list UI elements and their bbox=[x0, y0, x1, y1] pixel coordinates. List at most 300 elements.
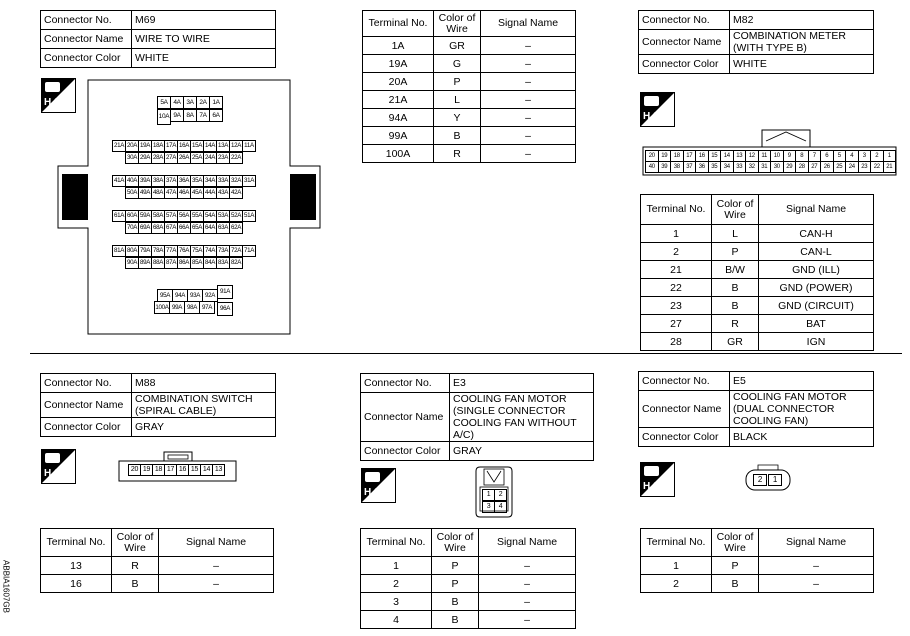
pin-label: 35A bbox=[190, 175, 204, 187]
pin-label: 37 bbox=[683, 161, 697, 173]
pin-label: 4 bbox=[494, 501, 507, 513]
pin-label: 53A bbox=[216, 210, 230, 222]
color-cell: Y bbox=[434, 109, 481, 127]
col-signal: Signal Name bbox=[759, 195, 874, 225]
pin-label: 9 bbox=[783, 150, 797, 162]
color-cell: P bbox=[712, 243, 759, 261]
pin-label: 16 bbox=[695, 150, 709, 162]
pin-label: 2A bbox=[196, 96, 210, 109]
pin-label: 46A bbox=[177, 187, 191, 199]
col-signal: Signal Name bbox=[159, 529, 274, 557]
signal-cell: – bbox=[759, 557, 874, 575]
signal-cell: GND (ILL) bbox=[759, 261, 874, 279]
pin-label: 57A bbox=[164, 210, 178, 222]
pin-label: 15A bbox=[190, 140, 204, 152]
label: Connector Name bbox=[639, 391, 730, 428]
pin-label: 48A bbox=[151, 187, 165, 199]
label: Connector No. bbox=[639, 372, 730, 391]
pin-label: 77A bbox=[164, 245, 178, 257]
col-signal: Signal Name bbox=[479, 529, 576, 557]
signal-cell: – bbox=[481, 55, 576, 73]
value: E5 bbox=[730, 372, 874, 391]
value: BLACK bbox=[730, 428, 874, 447]
pin-label: 79A bbox=[138, 245, 152, 257]
pin-label: 18 bbox=[152, 464, 165, 476]
m82-connector-info bbox=[638, 10, 874, 74]
pin-label: 38 bbox=[670, 161, 684, 173]
pin-label: 91A bbox=[217, 285, 233, 299]
pin-label: 11 bbox=[758, 150, 772, 162]
terminal-cell: 20A bbox=[363, 73, 434, 91]
pin-label: 26 bbox=[820, 161, 834, 173]
pin-label: 85A bbox=[190, 257, 204, 269]
pin-label: 28 bbox=[795, 161, 809, 173]
pin-label: 14 bbox=[200, 464, 213, 476]
signal-cell: IGN bbox=[759, 333, 874, 351]
pin-label: 74A bbox=[203, 245, 217, 257]
terminal-cell: 21 bbox=[641, 261, 712, 279]
color-cell: G bbox=[434, 55, 481, 73]
signal-cell: BAT bbox=[759, 315, 874, 333]
pin-label: 29A bbox=[138, 152, 152, 164]
pin-label: 22A bbox=[229, 152, 243, 164]
label: Connector No. bbox=[41, 11, 132, 30]
table-row bbox=[363, 91, 576, 109]
pin-label: 10 bbox=[770, 150, 784, 162]
label: Connector No. bbox=[361, 374, 450, 393]
pin-label: 58A bbox=[151, 210, 165, 222]
pin-label: 11A bbox=[242, 140, 256, 152]
pin-label: 45A bbox=[190, 187, 204, 199]
pin-label: 18A bbox=[151, 140, 165, 152]
pin-label: 25 bbox=[833, 161, 847, 173]
pin-label: 14A bbox=[203, 140, 217, 152]
table-row bbox=[41, 575, 274, 593]
pin-label: 84A bbox=[203, 257, 217, 269]
terminal-cell: 27 bbox=[641, 315, 712, 333]
col-color: Color of Wire bbox=[432, 529, 479, 557]
pin-label: 19A bbox=[138, 140, 152, 152]
color-cell: B bbox=[434, 127, 481, 145]
color-cell: GR bbox=[434, 37, 481, 55]
color-cell: B bbox=[712, 279, 759, 297]
pin-label: 13A bbox=[216, 140, 230, 152]
table-row bbox=[641, 243, 874, 261]
pin-label: 32 bbox=[745, 161, 759, 173]
pin-label: 96A bbox=[217, 302, 233, 316]
signal-cell: CAN-H bbox=[759, 225, 874, 243]
pin-label: 88A bbox=[151, 257, 165, 269]
pin-label: 56A bbox=[177, 210, 191, 222]
pin-label: 1A bbox=[209, 96, 223, 109]
value: M82 bbox=[730, 11, 874, 30]
value: GRAY bbox=[450, 442, 594, 461]
label: Connector No. bbox=[639, 11, 730, 30]
color-cell: P bbox=[432, 575, 479, 593]
pin-label: 61A bbox=[112, 210, 126, 222]
col-color: Color of Wire bbox=[712, 195, 759, 225]
pin-label: 67A bbox=[164, 222, 178, 234]
terminal-cell: 99A bbox=[363, 127, 434, 145]
e3-signal-table bbox=[360, 528, 576, 629]
table-row bbox=[361, 575, 576, 593]
pin-label: 10A bbox=[157, 109, 171, 125]
pin-label: 60A bbox=[125, 210, 139, 222]
signal-cell: – bbox=[481, 145, 576, 163]
signal-cell: – bbox=[481, 91, 576, 109]
label: Connector Name bbox=[41, 30, 132, 49]
color-cell: B bbox=[112, 575, 159, 593]
pin-label: 73A bbox=[216, 245, 230, 257]
pin-label: 12 bbox=[745, 150, 759, 162]
pin-label: 33 bbox=[733, 161, 747, 173]
col-terminal: Terminal No. bbox=[361, 529, 432, 557]
pin-label: 54A bbox=[203, 210, 217, 222]
signal-cell: – bbox=[159, 557, 274, 575]
pin-label: 3A bbox=[183, 96, 197, 109]
pin-label: 6 bbox=[820, 150, 834, 162]
pin-label: 2 bbox=[494, 489, 507, 501]
pin-label: 83A bbox=[216, 257, 230, 269]
table-row bbox=[641, 333, 874, 351]
table-row bbox=[363, 127, 576, 145]
table-row bbox=[363, 37, 576, 55]
pin-label: 17 bbox=[683, 150, 697, 162]
label: Connector Color bbox=[639, 428, 730, 447]
pin-label: 43A bbox=[216, 187, 230, 199]
col-color: Color of Wire bbox=[112, 529, 159, 557]
color-cell: B bbox=[432, 611, 479, 629]
pin-label: 49A bbox=[138, 187, 152, 199]
pin-label: 34 bbox=[720, 161, 734, 173]
m69-connector-info bbox=[40, 10, 276, 68]
value: COOLING FAN MOTOR (DUAL CONNECTOR COOLING FAN) bbox=[730, 391, 874, 428]
color-cell: R bbox=[712, 315, 759, 333]
value: COMBINATION SWITCH (SPIRAL CABLE) bbox=[132, 393, 276, 418]
pin-label: 1 bbox=[883, 150, 897, 162]
pin-label: 66A bbox=[177, 222, 191, 234]
figure-code: ABBIA1607GB bbox=[1, 560, 11, 613]
value: WHITE bbox=[132, 49, 276, 68]
table-row bbox=[361, 557, 576, 575]
value: GRAY bbox=[132, 418, 276, 437]
terminal-cell: 100A bbox=[363, 145, 434, 163]
pin-label: 30 bbox=[770, 161, 784, 173]
signal-cell: – bbox=[481, 109, 576, 127]
terminal-cell: 2 bbox=[361, 575, 432, 593]
pin-label: 78A bbox=[151, 245, 165, 257]
label: Connector Color bbox=[41, 49, 132, 68]
label: Connector Color bbox=[639, 55, 730, 74]
signal-cell: GND (CIRCUIT) bbox=[759, 297, 874, 315]
signal-cell: – bbox=[481, 73, 576, 91]
pin-label: 4 bbox=[845, 150, 859, 162]
pin-label: 35 bbox=[708, 161, 722, 173]
pin-label: 36 bbox=[695, 161, 709, 173]
pin-label: 12A bbox=[229, 140, 243, 152]
e5-connector-info bbox=[638, 371, 874, 447]
table-row bbox=[641, 261, 874, 279]
terminal-cell: 3 bbox=[361, 593, 432, 611]
pin-label: 17 bbox=[164, 464, 177, 476]
harness-side-icon: H.S. bbox=[41, 449, 76, 484]
pin-label: 13 bbox=[212, 464, 225, 476]
pin-label: 22 bbox=[870, 161, 884, 173]
signal-cell: – bbox=[479, 611, 576, 629]
m88-connector-info bbox=[40, 373, 276, 437]
col-terminal: Terminal No. bbox=[363, 11, 434, 37]
pin-label: 42A bbox=[229, 187, 243, 199]
value: COMBINATION METER (WITH TYPE B) bbox=[730, 30, 874, 55]
pin-label: 5A bbox=[157, 96, 171, 109]
pin-label: 26A bbox=[177, 152, 191, 164]
pin-label: 1 bbox=[768, 474, 782, 486]
pin-label: 16A bbox=[177, 140, 191, 152]
col-terminal: Terminal No. bbox=[641, 195, 712, 225]
pin-label: 68A bbox=[151, 222, 165, 234]
signal-cell: – bbox=[481, 37, 576, 55]
signal-cell: – bbox=[759, 575, 874, 593]
color-cell: B bbox=[432, 593, 479, 611]
pin-label: 64A bbox=[203, 222, 217, 234]
pin-label: 2 bbox=[870, 150, 884, 162]
pin-label: 13 bbox=[733, 150, 747, 162]
pin-label: 86A bbox=[177, 257, 191, 269]
pin-label: 5 bbox=[833, 150, 847, 162]
terminal-cell: 2 bbox=[641, 243, 712, 261]
signal-cell: – bbox=[159, 575, 274, 593]
pin-label: 62A bbox=[229, 222, 243, 234]
color-cell: B bbox=[712, 575, 759, 593]
pin-label: 31 bbox=[758, 161, 772, 173]
value: WIRE TO WIRE bbox=[132, 30, 276, 49]
terminal-cell: 22 bbox=[641, 279, 712, 297]
pin-label: 19 bbox=[140, 464, 153, 476]
pin-label: 29 bbox=[783, 161, 797, 173]
label: Connector Color bbox=[361, 442, 450, 461]
pin-label: 7 bbox=[808, 150, 822, 162]
pin-label: 28A bbox=[151, 152, 165, 164]
color-cell: B/W bbox=[712, 261, 759, 279]
table-row bbox=[363, 145, 576, 163]
label: Connector No. bbox=[41, 374, 132, 393]
pin-label: 23 bbox=[858, 161, 872, 173]
pin-label: 93A bbox=[187, 289, 203, 302]
table-row bbox=[641, 279, 874, 297]
pin-label: 23A bbox=[216, 152, 230, 164]
color-cell: P bbox=[712, 557, 759, 575]
m82-signal-table bbox=[640, 194, 874, 351]
table-row bbox=[363, 109, 576, 127]
col-terminal: Terminal No. bbox=[641, 529, 712, 557]
terminal-cell: 28 bbox=[641, 333, 712, 351]
pin-label: 24 bbox=[845, 161, 859, 173]
color-cell: P bbox=[434, 73, 481, 91]
terminal-cell: 21A bbox=[363, 91, 434, 109]
terminal-cell: 94A bbox=[363, 109, 434, 127]
pin-label: 38A bbox=[151, 175, 165, 187]
pin-label: 1 bbox=[482, 489, 495, 501]
value: WHITE bbox=[730, 55, 874, 74]
pin-label: 30A bbox=[125, 152, 139, 164]
pin-label: 40A bbox=[125, 175, 139, 187]
table-row bbox=[641, 575, 874, 593]
pin-label: 75A bbox=[190, 245, 204, 257]
terminal-cell: 2 bbox=[641, 575, 712, 593]
pin-label: 19 bbox=[658, 150, 672, 162]
pin-label: 39 bbox=[658, 161, 672, 173]
pin-label: 25A bbox=[190, 152, 204, 164]
pin-label: 20A bbox=[125, 140, 139, 152]
pin-label: 27A bbox=[164, 152, 178, 164]
value: E3 bbox=[450, 374, 594, 393]
signal-cell: GND (POWER) bbox=[759, 279, 874, 297]
table-row bbox=[363, 73, 576, 91]
harness-side-icon: H.S. bbox=[361, 468, 396, 503]
table-row bbox=[41, 557, 274, 575]
pin-label: 70A bbox=[125, 222, 139, 234]
pin-label: 41A bbox=[112, 175, 126, 187]
pin-label: 17A bbox=[164, 140, 178, 152]
pin-label: 89A bbox=[138, 257, 152, 269]
pin-label: 8 bbox=[795, 150, 809, 162]
pin-label: 8A bbox=[183, 109, 197, 122]
pin-label: 9A bbox=[170, 109, 184, 122]
table-row bbox=[641, 297, 874, 315]
color-cell: B bbox=[712, 297, 759, 315]
pin-label: 72A bbox=[229, 245, 243, 257]
m69-signal-table bbox=[362, 10, 576, 163]
pin-label: 92A bbox=[202, 289, 218, 302]
pin-label: 65A bbox=[190, 222, 204, 234]
value: M88 bbox=[132, 374, 276, 393]
col-color: Color of Wire bbox=[434, 11, 481, 37]
pin-label: 21A bbox=[112, 140, 126, 152]
value: COOLING FAN MOTOR (SINGLE CONNECTOR COOLING FAN WITHOUT A/C) bbox=[450, 393, 594, 442]
color-cell: L bbox=[712, 225, 759, 243]
label: Connector Color bbox=[41, 418, 132, 437]
pin-label: 63A bbox=[216, 222, 230, 234]
table-row bbox=[641, 315, 874, 333]
terminal-cell: 23 bbox=[641, 297, 712, 315]
pin-label: 4A bbox=[170, 96, 184, 109]
pin-label: 94A bbox=[172, 289, 188, 302]
terminal-cell: 1 bbox=[641, 225, 712, 243]
pin-label: 15 bbox=[708, 150, 722, 162]
terminal-cell: 1 bbox=[641, 557, 712, 575]
pin-label: 6A bbox=[209, 109, 223, 122]
pin-label: 39A bbox=[138, 175, 152, 187]
col-color: Color of Wire bbox=[712, 529, 759, 557]
pin-label: 32A bbox=[229, 175, 243, 187]
signal-cell: – bbox=[479, 575, 576, 593]
terminal-cell: 1A bbox=[363, 37, 434, 55]
m88-signal-table bbox=[40, 528, 274, 593]
pin-label: 14 bbox=[720, 150, 734, 162]
color-cell: L bbox=[434, 91, 481, 109]
color-cell: P bbox=[432, 557, 479, 575]
section-divider bbox=[30, 353, 902, 354]
table-row bbox=[363, 55, 576, 73]
pin-label: 21 bbox=[883, 161, 897, 173]
pin-label: 99A bbox=[169, 301, 185, 314]
signal-cell: CAN-L bbox=[759, 243, 874, 261]
pin-label: 18 bbox=[670, 150, 684, 162]
pin-label: 50A bbox=[125, 187, 139, 199]
label: Connector Name bbox=[41, 393, 132, 418]
signal-cell: – bbox=[479, 593, 576, 611]
pin-label: 51A bbox=[242, 210, 256, 222]
pin-label: 81A bbox=[112, 245, 126, 257]
pin-label: 82A bbox=[229, 257, 243, 269]
pin-label: 44A bbox=[203, 187, 217, 199]
pin-label: 59A bbox=[138, 210, 152, 222]
pin-label: 37A bbox=[164, 175, 178, 187]
pin-label: 27 bbox=[808, 161, 822, 173]
pin-label: 3 bbox=[482, 501, 495, 513]
terminal-cell: 19A bbox=[363, 55, 434, 73]
pin-label: 33A bbox=[216, 175, 230, 187]
table-row bbox=[361, 611, 576, 629]
pin-label: 7A bbox=[196, 109, 210, 122]
signal-cell: – bbox=[481, 127, 576, 145]
color-cell: R bbox=[434, 145, 481, 163]
e3-connector-info bbox=[360, 373, 594, 461]
table-row bbox=[361, 593, 576, 611]
pin-label: 76A bbox=[177, 245, 191, 257]
pin-label: 95A bbox=[157, 289, 173, 302]
e5-signal-table bbox=[640, 528, 874, 593]
col-terminal: Terminal No. bbox=[41, 529, 112, 557]
pin-label: 69A bbox=[138, 222, 152, 234]
terminal-cell: 16 bbox=[41, 575, 112, 593]
col-signal: Signal Name bbox=[481, 11, 576, 37]
harness-side-icon: H.S. bbox=[640, 92, 675, 127]
pin-label: 80A bbox=[125, 245, 139, 257]
pin-label: 36A bbox=[177, 175, 191, 187]
pin-label: 20 bbox=[645, 150, 659, 162]
pin-label: 24A bbox=[203, 152, 217, 164]
table-row bbox=[641, 225, 874, 243]
pin-label: 90A bbox=[125, 257, 139, 269]
signal-cell: – bbox=[479, 557, 576, 575]
harness-side-icon: H.S. bbox=[640, 462, 675, 497]
label: Connector Name bbox=[361, 393, 450, 442]
pin-label: 71A bbox=[242, 245, 256, 257]
col-signal: Signal Name bbox=[759, 529, 874, 557]
pin-label: 40 bbox=[645, 161, 659, 173]
terminal-cell: 4 bbox=[361, 611, 432, 629]
pin-label: 55A bbox=[190, 210, 204, 222]
pin-label: 87A bbox=[164, 257, 178, 269]
color-cell: GR bbox=[712, 333, 759, 351]
terminal-cell: 13 bbox=[41, 557, 112, 575]
color-cell: R bbox=[112, 557, 159, 575]
pin-label: 52A bbox=[229, 210, 243, 222]
pin-label: 100A bbox=[154, 301, 170, 314]
pin-label: 31A bbox=[242, 175, 256, 187]
terminal-cell: 1 bbox=[361, 557, 432, 575]
value: M69 bbox=[132, 11, 276, 30]
pin-label: 15 bbox=[188, 464, 201, 476]
pin-label: 47A bbox=[164, 187, 178, 199]
pin-label: 34A bbox=[203, 175, 217, 187]
pin-label: 16 bbox=[176, 464, 189, 476]
pin-label: 3 bbox=[858, 150, 872, 162]
label: Connector Name bbox=[639, 30, 730, 55]
pin-label: 97A bbox=[199, 301, 215, 314]
pin-label: 2 bbox=[753, 474, 767, 486]
